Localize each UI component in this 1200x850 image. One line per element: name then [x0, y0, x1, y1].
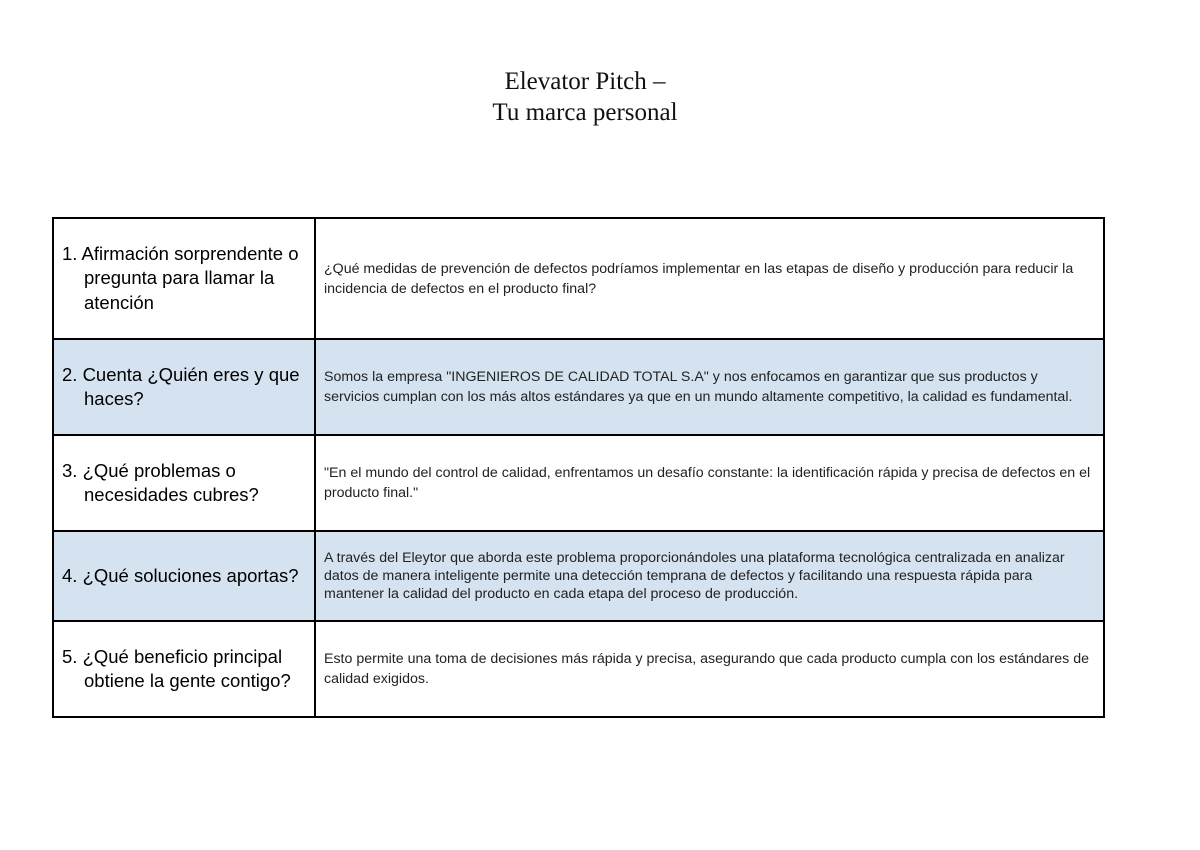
answer-cell: [315, 435, 1104, 531]
elevator-pitch-table: [52, 217, 1105, 718]
answer-text: A través del Eleytor que aborda este problema proporcionándoles una plataforma tecnológica centralizada en analizar datos de manera inteligente permite una detección temprana de defectos y facilitando una respuesta rápida para mantener la calidad del producto en cada etapa del proceso de producción.: [324, 550, 1065, 602]
question-cell: [53, 621, 315, 717]
answer-cell: [315, 218, 1104, 339]
title-line-2: Tu marca personal: [492, 99, 678, 126]
answer-text: Somos la empresa "INGENIEROS DE CALIDAD TOTAL S.A" y nos enfocamos en garantizar que sus productos y servicios cumplan con los más altos estándares ya que en un mundo altamente competitivo, la calidad es fundamental.: [324, 369, 1073, 405]
question-text: 4. ¿Qué soluciones aportas?: [62, 564, 299, 586]
question-text: 1. Afirmación sorprendente o pregunta para llamar la atención: [62, 242, 299, 313]
document-title: [0, 66, 1170, 128]
question-cell: [53, 531, 315, 621]
table-row: [53, 218, 1104, 339]
table-row: [53, 435, 1104, 531]
question-cell: [53, 218, 315, 339]
title-line-1: Elevator Pitch –: [504, 68, 666, 95]
answer-cell: [315, 339, 1104, 435]
question-text: 5. ¿Qué beneficio principal obtiene la gente contigo?: [62, 645, 291, 691]
answer-cell: [315, 531, 1104, 621]
table-row: [53, 339, 1104, 435]
question-cell: [53, 339, 315, 435]
table-row: [53, 621, 1104, 717]
question-text: 3. ¿Qué problemas o necesidades cubres?: [62, 459, 259, 505]
answer-cell: [315, 621, 1104, 717]
answer-text: Esto permite una toma de decisiones más rápida y precisa, asegurando que cada producto cumpla con los estándares de calidad exigidos.: [324, 651, 1090, 687]
question-text: 2. Cuenta ¿Quién eres y que haces?: [62, 363, 300, 409]
answer-text: "En el mundo del control de calidad, enfrentamos un desafío constante: la identificación rápida y precisa de defectos en el producto final.": [324, 465, 1091, 501]
question-cell: [53, 435, 315, 531]
table-row: [53, 531, 1104, 621]
answer-text: ¿Qué medidas de prevención de defectos podríamos implementar en las etapas de diseño y producción para reducir la incidencia de defectos en el producto final?: [324, 260, 1074, 297]
